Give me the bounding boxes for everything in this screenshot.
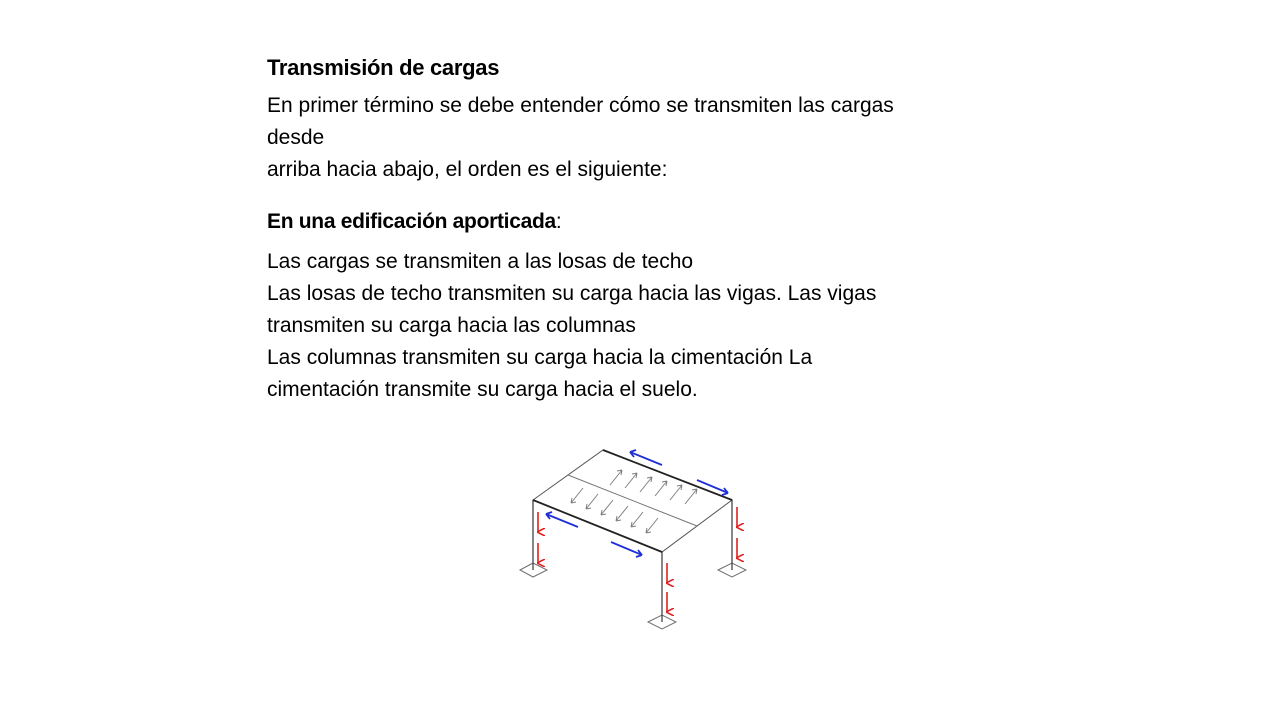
step-line: Las losas de techo transmiten su carga hacia las vigas. Las vigas (267, 282, 877, 305)
slab-arrows-front (571, 488, 658, 533)
intro-paragraph (267, 90, 1027, 186)
intro-line: En primer término se debe entender cómo se transmiten las cargas (267, 94, 894, 117)
step-line: transmiten su carga hacia las columnas (267, 314, 636, 337)
step-line: Las cargas se transmiten a las losas de techo (267, 250, 694, 273)
step-line: Las columnas transmiten su carga hacia la cimentación La (267, 346, 813, 369)
subheading-suffix: : (555, 210, 562, 233)
slab-arrows-back (610, 470, 697, 504)
step-line: cimentación transmite su carga hacia el suelo. (267, 378, 698, 401)
intro-line: arriba hacia abajo, el orden es el siguiente: (267, 158, 668, 181)
subheading: En una edificación aporticada (267, 210, 556, 233)
slide-title: Transmisión de cargas (267, 55, 500, 80)
beam-arrows (546, 450, 728, 557)
columns (533, 500, 732, 622)
subheading-line (267, 206, 1027, 238)
steps-list (267, 246, 1027, 406)
roof-slab (533, 450, 732, 552)
load-path-frame-diagram (500, 440, 800, 640)
text-block (267, 52, 1027, 406)
intro-line: desde (267, 126, 325, 149)
